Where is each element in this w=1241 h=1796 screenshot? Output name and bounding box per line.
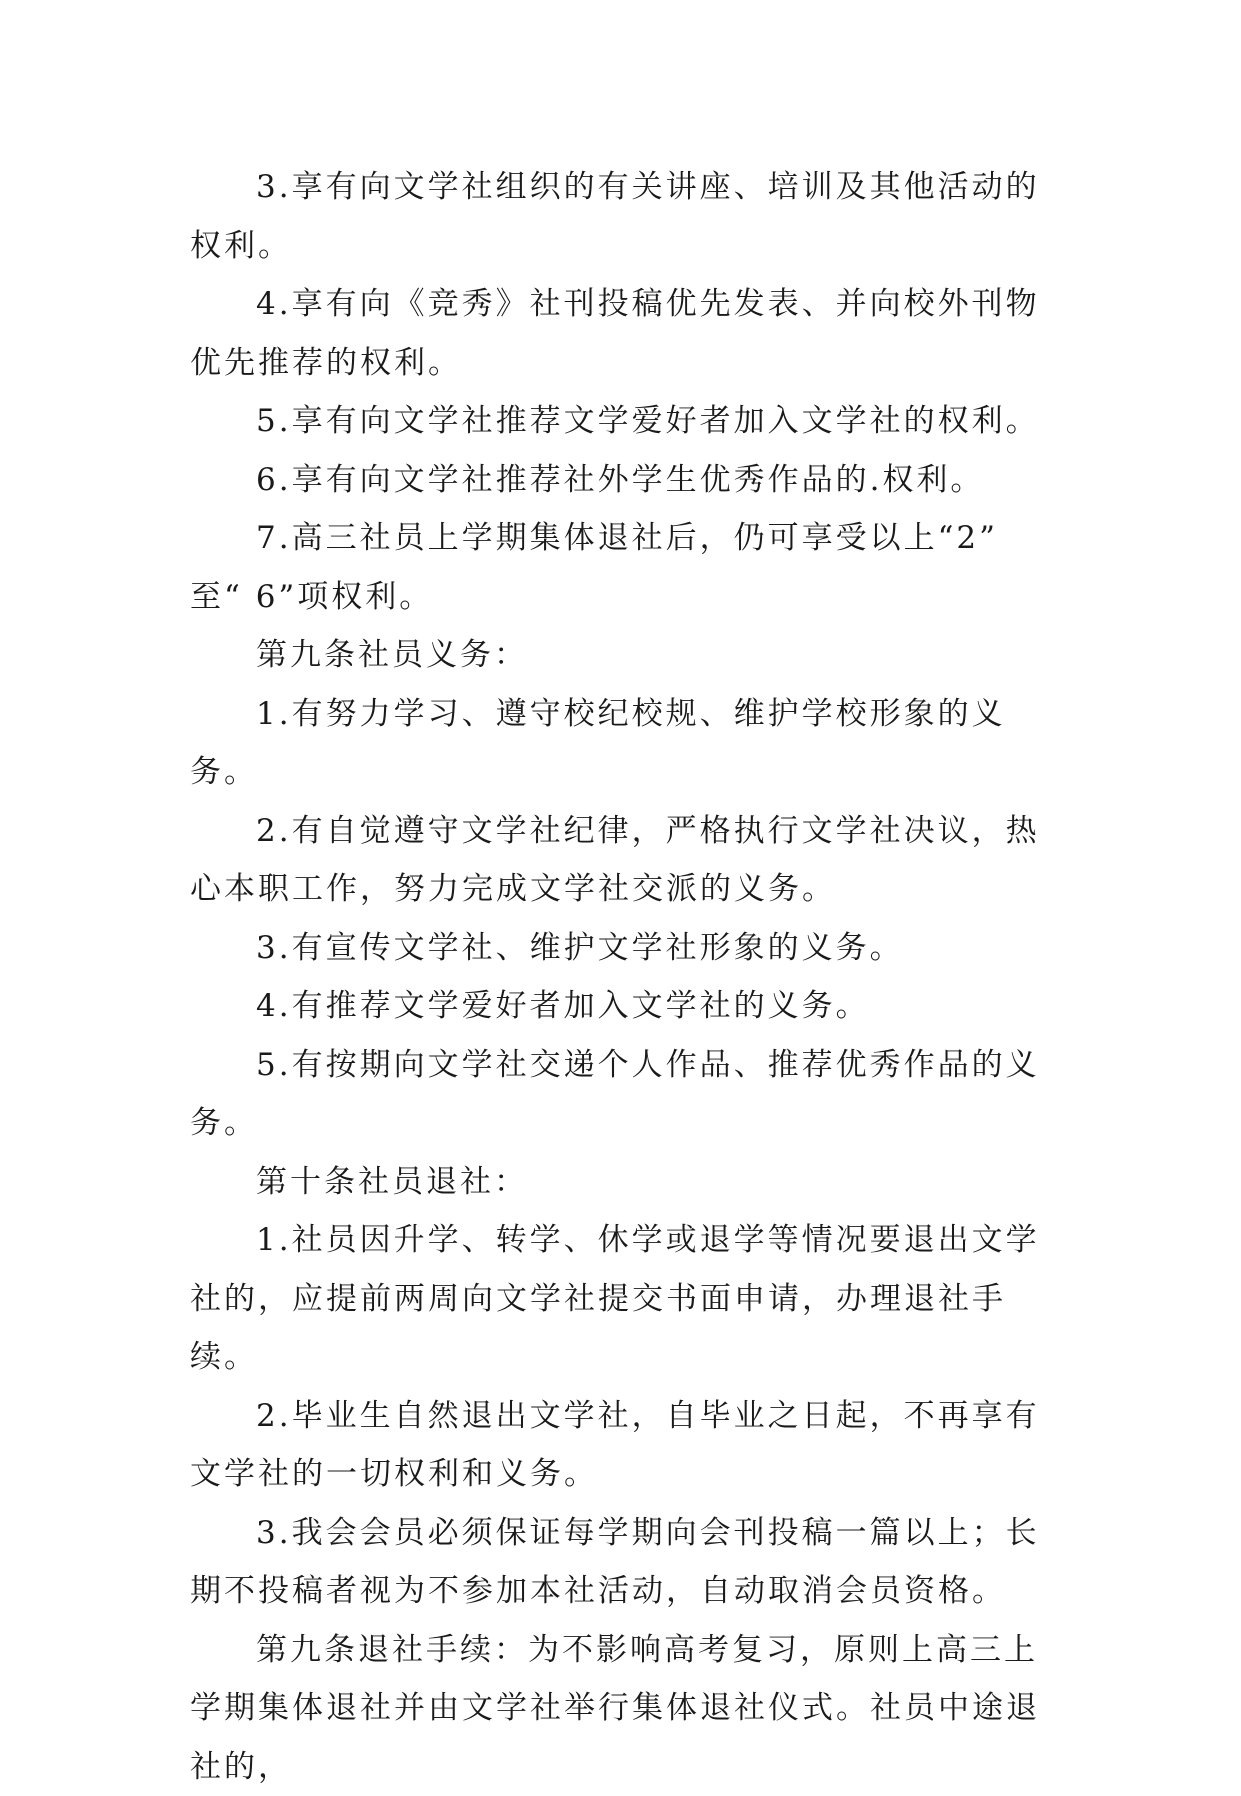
paragraph-withdraw-3: 3.我会会员必须保证每学期向会刊投稿一篇以上；长期不投稿者视为不参加本社活动，自动取消会员资格。: [190, 1504, 1060, 1621]
article-9-heading: 第九条社员义务：: [190, 626, 1060, 685]
paragraph-right-7: 7.高三社员上学期集体退社后，仍可享受以上“2” 至“ 6”项权利。: [190, 509, 1060, 626]
paragraph-right-6: 6.享有向文学社推荐社外学生优秀作品的.权利。: [190, 451, 1060, 510]
paragraph-duty-3: 3.有宣传文学社、维护文学社形象的义务。: [190, 919, 1060, 978]
paragraph-withdraw-1: 1.社员因升学、转学、休学或退学等情况要退出文学社的，应提前两周向文学社提交书面申请，办理退社手续。: [190, 1211, 1060, 1387]
paragraph-right-4: 4.享有向《竞秀》社刊投稿优先发表、并向校外刊物优先推荐的权利。: [190, 275, 1060, 392]
paragraph-withdraw-procedure: 第九条退社手续：为不影响高考复习，原则上高三上学期集体退社并由文学社举行集体退社仪式。社员中途退社的，: [190, 1621, 1060, 1796]
document-body: [190, 158, 1060, 1796]
paragraph-duty-2: 2.有自觉遵守文学社纪律，严格执行文学社决议，热心本职工作，努力完成文学社交派的义务。: [190, 802, 1060, 919]
paragraph-duty-5: 5.有按期向文学社交递个人作品、推荐优秀作品的义务。: [190, 1036, 1060, 1153]
paragraph-duty-1: 1.有努力学习、遵守校纪校规、维护学校形象的义务。: [190, 685, 1060, 802]
paragraph-right-5: 5.享有向文学社推荐文学爱好者加入文学社的权利。: [190, 392, 1060, 451]
article-10-heading: 第十条社员退社：: [190, 1153, 1060, 1212]
paragraph-duty-4: 4.有推荐文学爱好者加入文学社的义务。: [190, 977, 1060, 1036]
paragraph-right-3: 3.享有向文学社组织的有关讲座、培训及其他活动的权利。: [190, 158, 1060, 275]
paragraph-withdraw-2: 2.毕业生自然退出文学社，自毕业之日起，不再享有文学社的一切权利和义务。: [190, 1387, 1060, 1504]
